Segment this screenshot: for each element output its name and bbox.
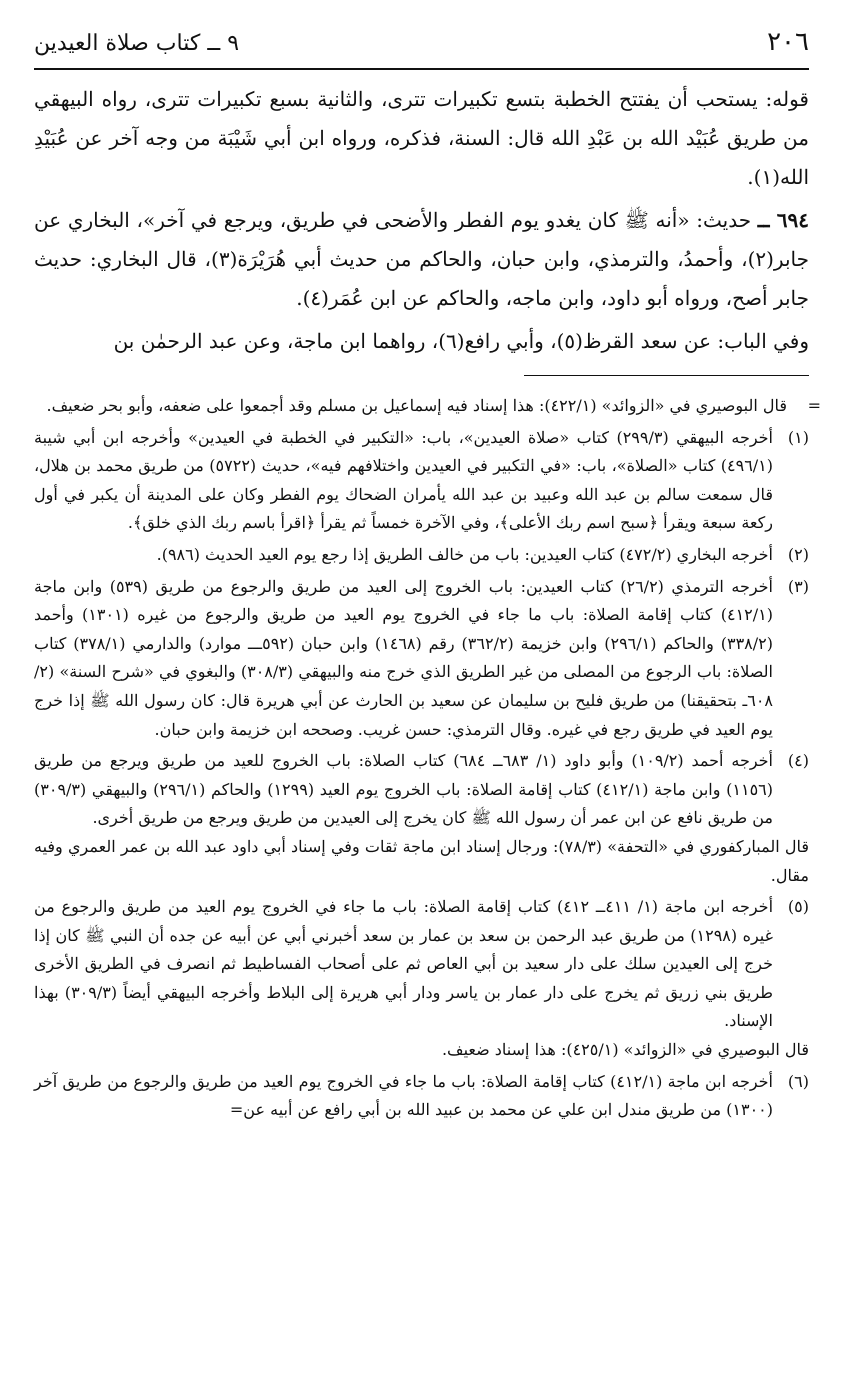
- footnote-number: (٥): [787, 897, 809, 917]
- paragraph-chapter-references: وفي الباب: عن سعد القرظ(٥)، وأبي رافع(٦)، رواهما ابن ماجة، وعن عبد الرحمٰن بن: [113, 329, 809, 353]
- footnote-text: أخرجه البيهقي (٢٩٩/٣) كتاب «صلاة العيدين»، باب: «التكبير في الخطبة في العيدين» وأخرجه ابن أبي شيبة (٤٩٦/١) كتاب «الصلاة»، باب: «في التكبير في العيدين واختلافهم فيه»، حديث (٥٧٢٢) من طريق محمد بن هلال، قال سمعت سالم بن عبد الله وعبيد بن عبد الله يأمران الضحاك يوم الفطر وكان على المدينة أن يكبر في أول ركعة سبعة ويقرأ ﴿سبح اسم ربك الأعلى﴾، وفي الآخرة خمساً ثم يقرأ ﴿اقرأ باسم ربك الذي خلق﴾.: [34, 427, 774, 533]
- footnote-number: (١): [787, 427, 809, 447]
- footnote-6: [34, 1068, 809, 1125]
- footnote-note: قال المباركفوري في «التحفة» (٧٨/٣): ورجال إسناد ابن ماجة ثقات وفي إسناد أبي داود عبد الله بن عمر العمري وفيه مقال.: [34, 836, 810, 885]
- footnote-number: (٦): [787, 1071, 809, 1091]
- footnote-note: قال البوصيري في «الزوائد» (٤٢٥/١): هذا إسناد ضعيف.: [441, 1040, 809, 1060]
- footnotes: [34, 392, 821, 1125]
- chapter-title: ٩ ــ كتاب صلاة العيدين: [34, 31, 240, 56]
- footnote-1: [34, 424, 809, 538]
- book-page: [34, 24, 821, 1358]
- running-header: [34, 24, 809, 60]
- footnote-4: [34, 747, 809, 890]
- footnote-3: [34, 573, 809, 745]
- footnote-separator: [524, 375, 809, 376]
- footnote-text: أخرجه ابن ماجة (٤١٢/١) كتاب إقامة الصلاة: باب ما جاء في الخروج يوم العيد من طريق والرجوع من طريق آخر (١٣٠٠) من طريق مندل ابن علي عن محمد بن عبيد الله بن أبي رافع عن أبيه عن=: [34, 1071, 774, 1120]
- paragraph-commentary: قوله: يستحب أن يفتتح الخطبة بتسع تكبيرات تترى، والثانية بسبع تكبيرات تترى، رواه البيهقي من طريق عُبَيْد الله بن عَبْدِ الله قال: السنة، فذكره، ورواه ابن أبي شَيْبَة من وجه آخر عن عُبَيْدِ الله(١).: [34, 87, 809, 189]
- footnote-continuation: [34, 392, 821, 421]
- footnote-text: أخرجه الترمذي (٢٦/٢) كتاب العيدين: باب الخروج إلى العيد من طريق والرجوع من طريق (٥٣٩) وابن ماجة (٤١٢/١) كتاب إقامة الصلاة: باب ما جاء في الخروج يوم العيد من طريق والرجوع من غيره (١٣٠١) وأحمد (٣٣٨/٢) والحاكم (٢٩٦/١) وابن خزيمة (٣٦٢/٢) رقم (١٤٦٨) وابن حبان (٥٩٢ـــ موارد) والدارمي (٣٧٨/١) كتاب الصلاة: باب الرجوع من المصلى من غير الطريق الذي خرج منه والبيهقي (٣٠٨/٣) والبغوي في «شرح السنة» (٢/ ٦٠٨ـ بتحقيقنا) من طريق فليح بن سليمان عن سعيد بن الحارث عن أبي هريرة قال: كان رسول الله ﷺ إذا خرج يوم العيد في طريق رجع في غيره. وقال الترمذي: حسن غريب. وصححه ابن خزيمة وابن حبان.: [34, 576, 774, 739]
- page-number: ٢٠٦: [767, 27, 809, 57]
- hadith-number: ٦٩٤ ــ: [757, 208, 810, 232]
- continuation-mark: =: [807, 396, 821, 415]
- header-rule: [34, 68, 809, 70]
- paragraph-hadith: [34, 201, 809, 318]
- main-text: [34, 80, 809, 361]
- footnote-continuation-text: قال البوصيري في «الزوائد» (٤٢٢/١): هذا إسناد فيه إسماعيل بن مسلم وقد أجمعوا على ضعفه، وأبو بحر ضعيف.: [46, 396, 787, 415]
- footnote-text: أخرجه ابن ماجة (١/ ٤١١ــ ٤١٢) كتاب إقامة الصلاة: باب ما جاء في الخروج يوم العيد من طريق والرجوع من غيره (١٢٩٨) من طريق عبد الرحمن بن سعد بن عمار بن سعد أخبرني أبي عن أبيه عن جده أن النبي ﷺ كان إذا خرج إلى العيدين سلك على دار سعيد بن أبي العاص ثم على أصحاب الفساطيط ثم انصرف في الطريق الأخرى طريق بني زريق ثم يخرج على دار عمار بن ياسر ودار أبي هريرة إلى البلاط وأخرجه البيهقي أيضاً (٣٠٩/٣) بهذا الإسناد.: [34, 897, 774, 1031]
- footnote-number: (٢): [787, 544, 809, 564]
- footnote-2: [34, 541, 809, 570]
- footnote-number: (٣): [787, 576, 809, 596]
- footnote-text: أخرجه أحمد (١٠٩/٢) وأبو داود (١/ ٦٨٣ــ ٦٨٤) كتاب الصلاة: باب الخروج للعيد من طريق ويرجع من طريق (١١٥٦) وابن ماجة (٤١٢/١) كتاب إقامة الصلاة: باب الخروج يوم العيد (١٢٩٩) والحاكم (٢٩٦/١) والبيهقي (٣٠٩/٣) من طريق نافع عن ابن عمر أن رسول الله ﷺ كان يخرج إلى العيدين من طريق ويرجع من طريق أخرى.: [34, 751, 774, 828]
- footnote-text: أخرجه البخاري (٤٧٢/٢) كتاب العيدين: باب من خالف الطريق إذا رجع يوم العيد الحديث (٩٨٦).: [156, 544, 773, 564]
- footnote-5: [34, 893, 809, 1065]
- hadith-text: حديث: «أنه ﷺ كان يغدو يوم الفطر والأضحى في طريق، ويرجع في آخر»، البخاري عن جابر(٢)، وأحمدُ، والترمذي، وابن حبان، والحاكم من حديث أبي هُرَيْرَة(٣)، قال البخاري: حديث جابر أصح، ورواه أبو داود، وابن ماجه، والحاكم عن ابن عُمَر(٤).: [34, 208, 809, 310]
- footnote-number: (٤): [787, 751, 809, 771]
